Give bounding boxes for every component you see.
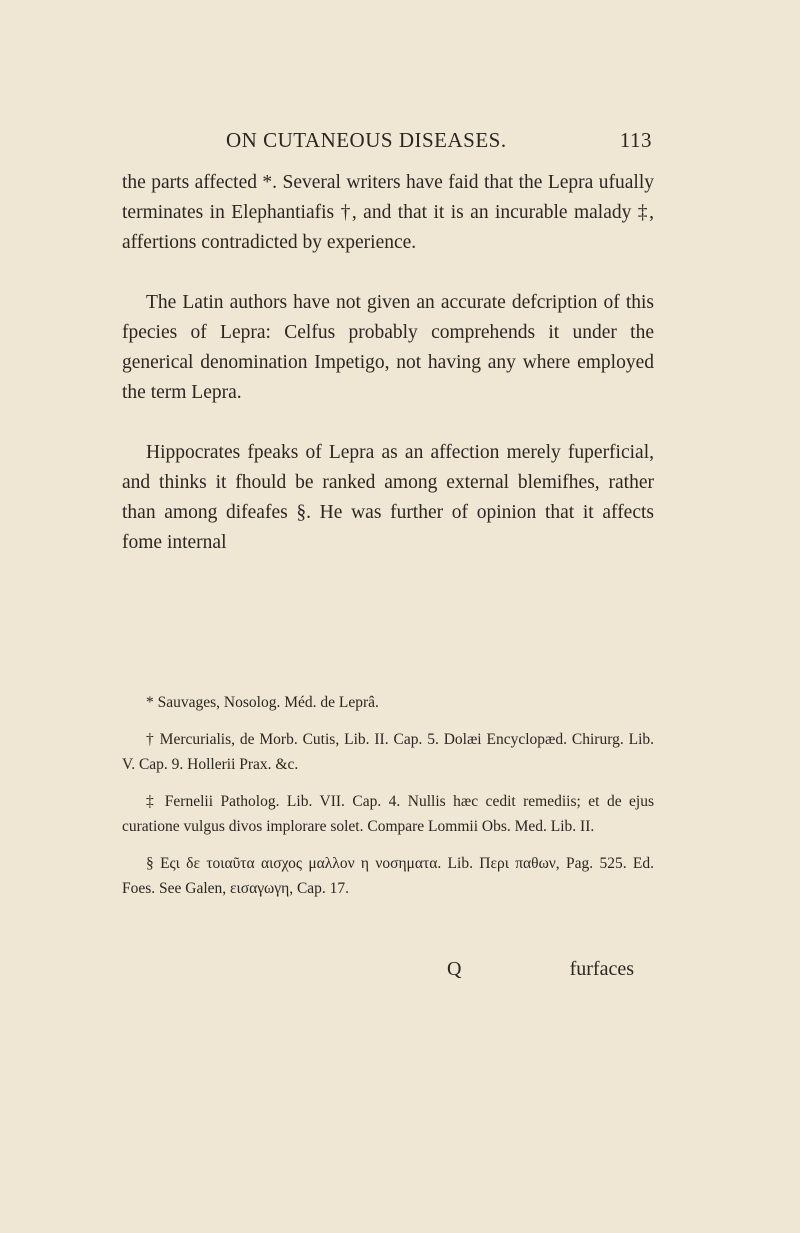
footnote: † Mercurialis, de Morb. Cutis, Lib. II. Cap. 5. Dolæi Encyclopæd. Chirurg. Lib. V. Cap. 9. Hollerii Prax. &c.	[122, 731, 654, 773]
footnote: ‡ Fernelii Patholog. Lib. VII. Cap. 4. Nullis hæc cedit remediis; et de ejus curatione vulgus divos implorare solet. Compare Lommii Obs. Med. Lib. II.	[122, 793, 654, 835]
footnote: * Sauvages, Nosolog. Méd. de Leprâ.	[146, 694, 379, 711]
running-header	[122, 128, 652, 158]
body-text	[122, 168, 654, 558]
signature-mark: Q	[447, 958, 462, 980]
footnote: § Eςι δε τοιαῦτα αισχος μαλλον η νοσηματα. Lib. Περι παθων, Pag. 525. Ed. Foes. See Galen, εισαγωγη, Cap. 17.	[122, 855, 654, 897]
paragraph: the parts affected *. Several writers have faid that the Lepra ufually terminates in Elephantiafis †, and that it is an incurable malady ‡, affertions contradicted by experience.	[122, 172, 654, 253]
footnotes	[122, 690, 654, 901]
paragraph: Hippocrates fpeaks of Lepra as an affection merely fuperficial, and thinks it fhould be ranked among external blemifhes, rather than among difeafes §. He was further of opinion that it affects fome internal	[122, 442, 654, 553]
paragraph: The Latin authors have not given an accurate defcription of this fpecies of Lepra: Celfus probably comprehends it under the generical denomination Impetigo, not having any where employed the term Lepra.	[122, 292, 654, 403]
catchline	[122, 958, 634, 986]
page-number: 113	[619, 128, 652, 152]
catchword: furfaces	[569, 958, 634, 980]
running-title: ON CUTANEOUS DISEASES.	[226, 128, 507, 152]
